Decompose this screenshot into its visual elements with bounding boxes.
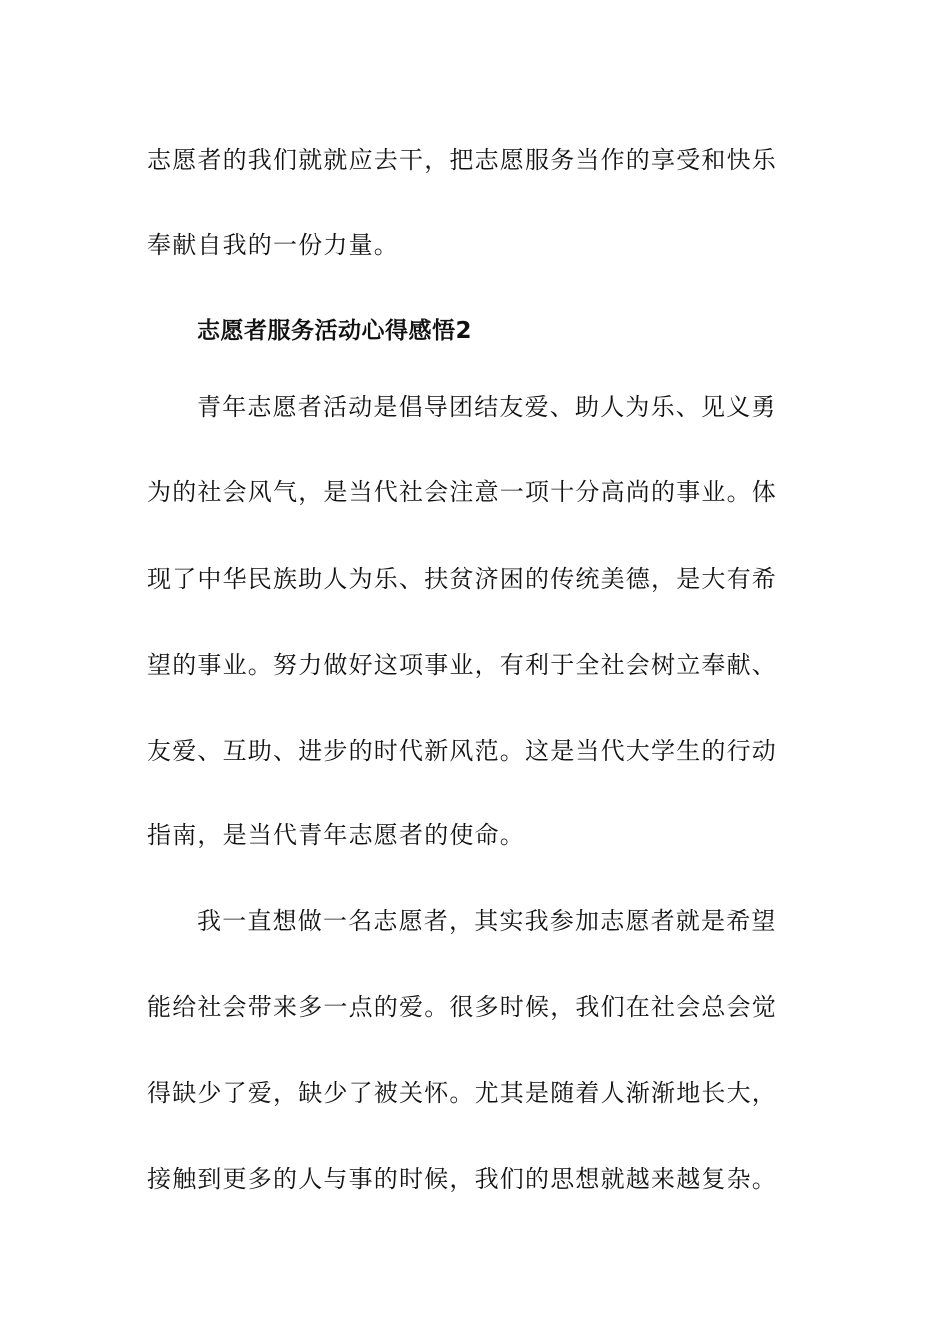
paragraph-3-line-1: 我一直想做一名志愿者，其实我参加志愿者就是希望	[197, 907, 777, 935]
paragraph-3-line-4: 接触到更多的人与事的时候，我们的思想就越来越复杂。	[147, 1165, 777, 1193]
paragraph-1-line-1: 志愿者的我们就就应去干，把志愿服务当作的享受和快乐	[147, 146, 777, 174]
paragraph-2-line-1: 青年志愿者活动是倡导团结友爱、助人为乐、见义勇	[197, 393, 777, 421]
paragraph-2-line-2: 为的社会风气，是当代社会注意一项十分高尚的事业。体	[147, 478, 777, 506]
paragraph-2-line-5: 友爱、互助、进步的时代新风范。这是当代大学生的行动	[147, 737, 777, 765]
paragraph-1-line-2: 奉献自我的一份力量。	[147, 231, 399, 259]
paragraph-3-line-3: 得缺少了爱，缺少了被关怀。尤其是随着人渐渐地长大，	[147, 1079, 777, 1107]
paragraph-2-line-4: 望的事业。努力做好这项事业，有利于全社会树立奉献、	[147, 651, 777, 679]
paragraph-2-line-6: 指南，是当代青年志愿者的使命。	[147, 821, 525, 849]
paragraph-3-line-2: 能给社会带来多一点的爱。很多时候，我们在社会总会觉	[147, 993, 777, 1021]
paragraph-2-line-3: 现了中华民族助人为乐、扶贫济困的传统美德，是大有希	[147, 565, 777, 593]
section-heading: 志愿者服务活动心得感悟2	[197, 318, 473, 344]
